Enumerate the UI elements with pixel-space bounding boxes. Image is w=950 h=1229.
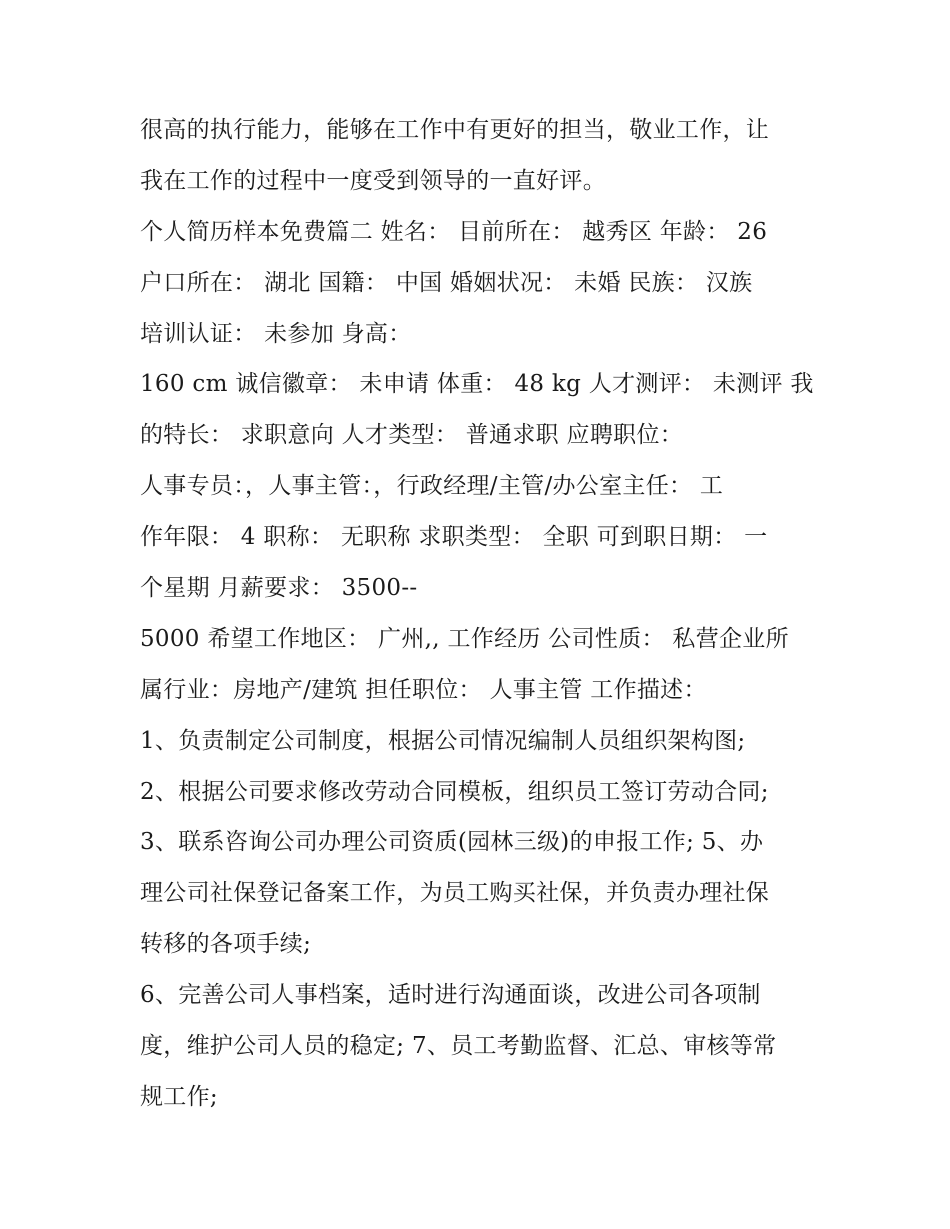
text-line: 人事专员：，人事主管：，行政经理/主管/办公室主任： 工 bbox=[140, 473, 724, 499]
text-line: 转移的各项手续; bbox=[140, 931, 312, 957]
text-line: 属行业：房地产/建筑 担任职位： 人事主管 工作描述： bbox=[140, 677, 707, 703]
text-line: 度，维护公司人员的稳定; 7、员工考勤监督、汇总、审核等常 bbox=[140, 1033, 777, 1059]
text-line: 很高的执行能力，能够在工作中有更好的担当，敬业工作，让 bbox=[140, 117, 770, 143]
text-line: 理公司社保登记备案工作，为员工购买社保，并负责办理社保 bbox=[140, 880, 770, 906]
text-line: 2、根据公司要求修改劳动合同模板，组织员工签订劳动合同; bbox=[140, 779, 769, 805]
text-line: 1、负责制定公司制度，根据公司情况编制人员组织架构图; bbox=[140, 728, 746, 754]
text-line: 3、联系咨询公司办理公司资质(园林三级)的申报工作; 5、办 bbox=[140, 829, 764, 855]
text-line: 培训认证： 未参加 身高： bbox=[140, 321, 412, 347]
text-line: 6、完善公司人事档案，适时进行沟通面谈，改进公司各项制 bbox=[140, 982, 761, 1008]
text-line: 我在工作的过程中一度受到领导的一直好评。 bbox=[140, 168, 606, 194]
text-line: 的特长： 求职意向 人才类型： 普通求职 应聘职位： bbox=[140, 422, 684, 448]
text-line: 个星期 月薪要求： 3500-- bbox=[140, 575, 418, 601]
text-line: 个人简历样本免费篇二 姓名： 目前所在： 越秀区 年龄： 26 bbox=[140, 219, 768, 245]
text-line: 作年限： 4 职称： 无职称 求职类型： 全职 可到职日期： 一 bbox=[140, 524, 768, 550]
text-line: 户口所在： 湖北 国籍： 中国 婚姻状况： 未婚 民族： 汉族 bbox=[140, 270, 753, 296]
text-line: 160 cm 诚信徽章： 未申请 体重： 48 kg 人才测评： 未测评 我 bbox=[140, 371, 814, 397]
text-line: 5000 希望工作地区： 广州,, 工作经历 公司性质： 私营企业所 bbox=[140, 626, 789, 652]
text-line: 规工作; bbox=[140, 1084, 218, 1110]
